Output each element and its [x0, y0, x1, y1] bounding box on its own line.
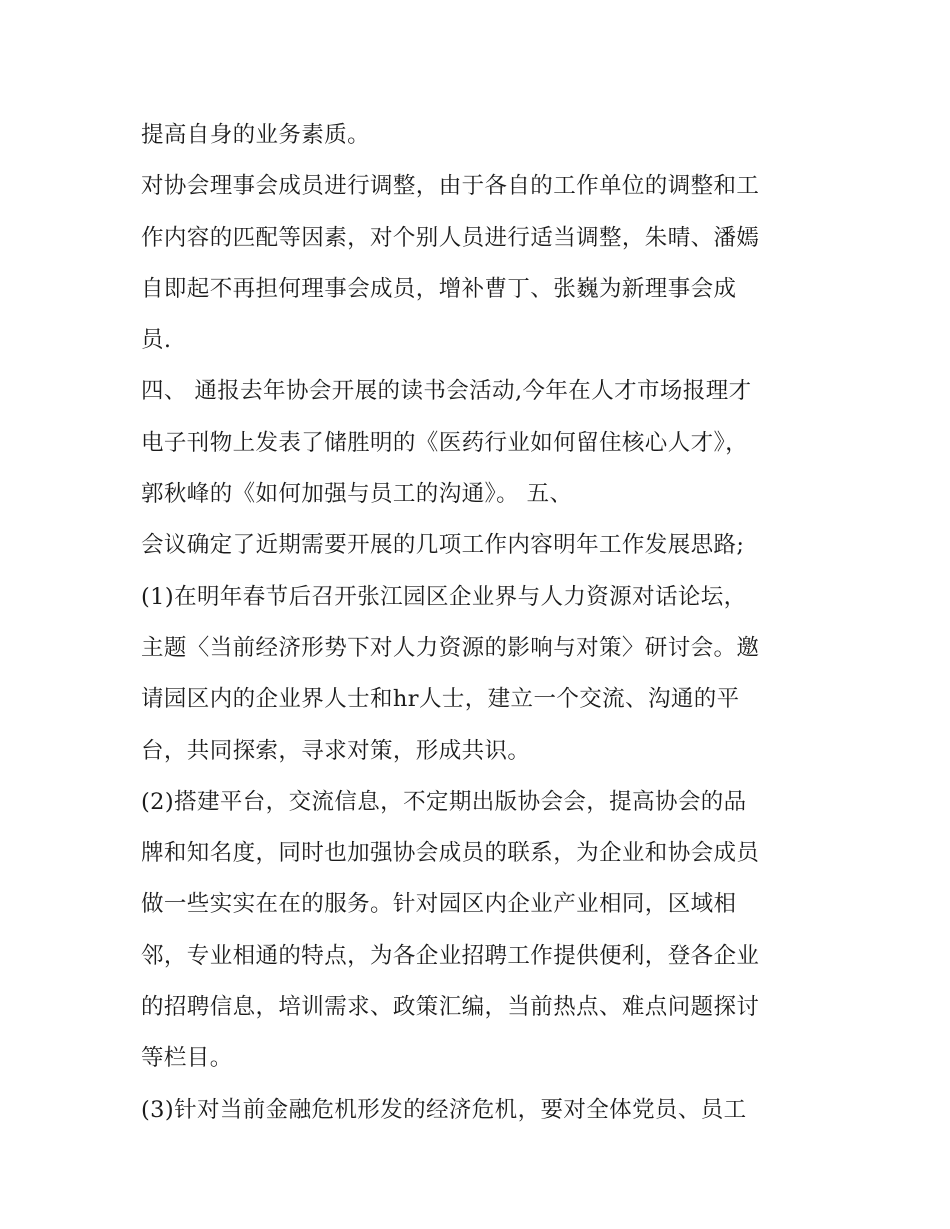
- body-line-8: 郭秋峰的《如何加强与员工的沟通》。 五、: [141, 481, 573, 508]
- body-line-5: 员.: [141, 327, 172, 354]
- body-line-13: 台，共同探索，寻求对策，形成共识。: [141, 737, 531, 764]
- body-line-1: 提高自身的业务素质。: [141, 122, 371, 148]
- body-line-19: 等栏目。: [141, 1045, 233, 1072]
- body-line-3: 作内容的匹配等因素，对个别人员进行适当调整，朱晴、潘嫣: [141, 224, 760, 251]
- body-line-15: 牌和知名度，同时也加强协会成员的联系，为企业和协会成员: [141, 840, 760, 867]
- body-line-16: 做一些实实在在的服务。针对园区内企业产业相同，区域相: [141, 891, 737, 918]
- item-2-line: (2)搭建平台，交流信息，不定期出版协会会，提高协会的品: [141, 788, 747, 815]
- body-line-2: 对协会理事会成员进行调整，由于各自的工作单位的调整和工: [141, 173, 760, 200]
- section-four-line: 四、 通报去年协会开展的读书会活动,今年在人才市场报理才: [141, 378, 752, 405]
- body-line-17: 邻，专业相通的特点，为各企业招聘工作提供便利，登各企业: [141, 942, 760, 969]
- body-line-9: 会议确定了近期需要开展的几项工作内容明年工作发展思路;: [141, 532, 745, 559]
- body-line-4: 自即起不再担何理事会成员，增补曹丁、张巍为新理事会成: [141, 275, 737, 302]
- document-body: [141, 110, 821, 1136]
- body-line-11: 主题〈当前经济形势下对人力资源的影响与对策〉研讨会。邀: [141, 634, 760, 661]
- body-line-7: 电子刊物上发表了储胜明的《医药行业如何留住核心人才》，: [141, 429, 749, 456]
- item-3-line: (3)针对当前金融危机形发的经济危机，要对全体党员、员工: [141, 1096, 747, 1123]
- body-line-18: 的招聘信息，培训需求、政策汇编，当前热点、难点问题探讨: [141, 994, 760, 1021]
- body-line-12: 请园区内的企业界人士和hr人士，建立一个交流、沟通的平: [141, 686, 740, 713]
- item-1-line: (1)在明年春节后召开张江园区企业界与人力资源对话论坛，: [141, 583, 747, 610]
